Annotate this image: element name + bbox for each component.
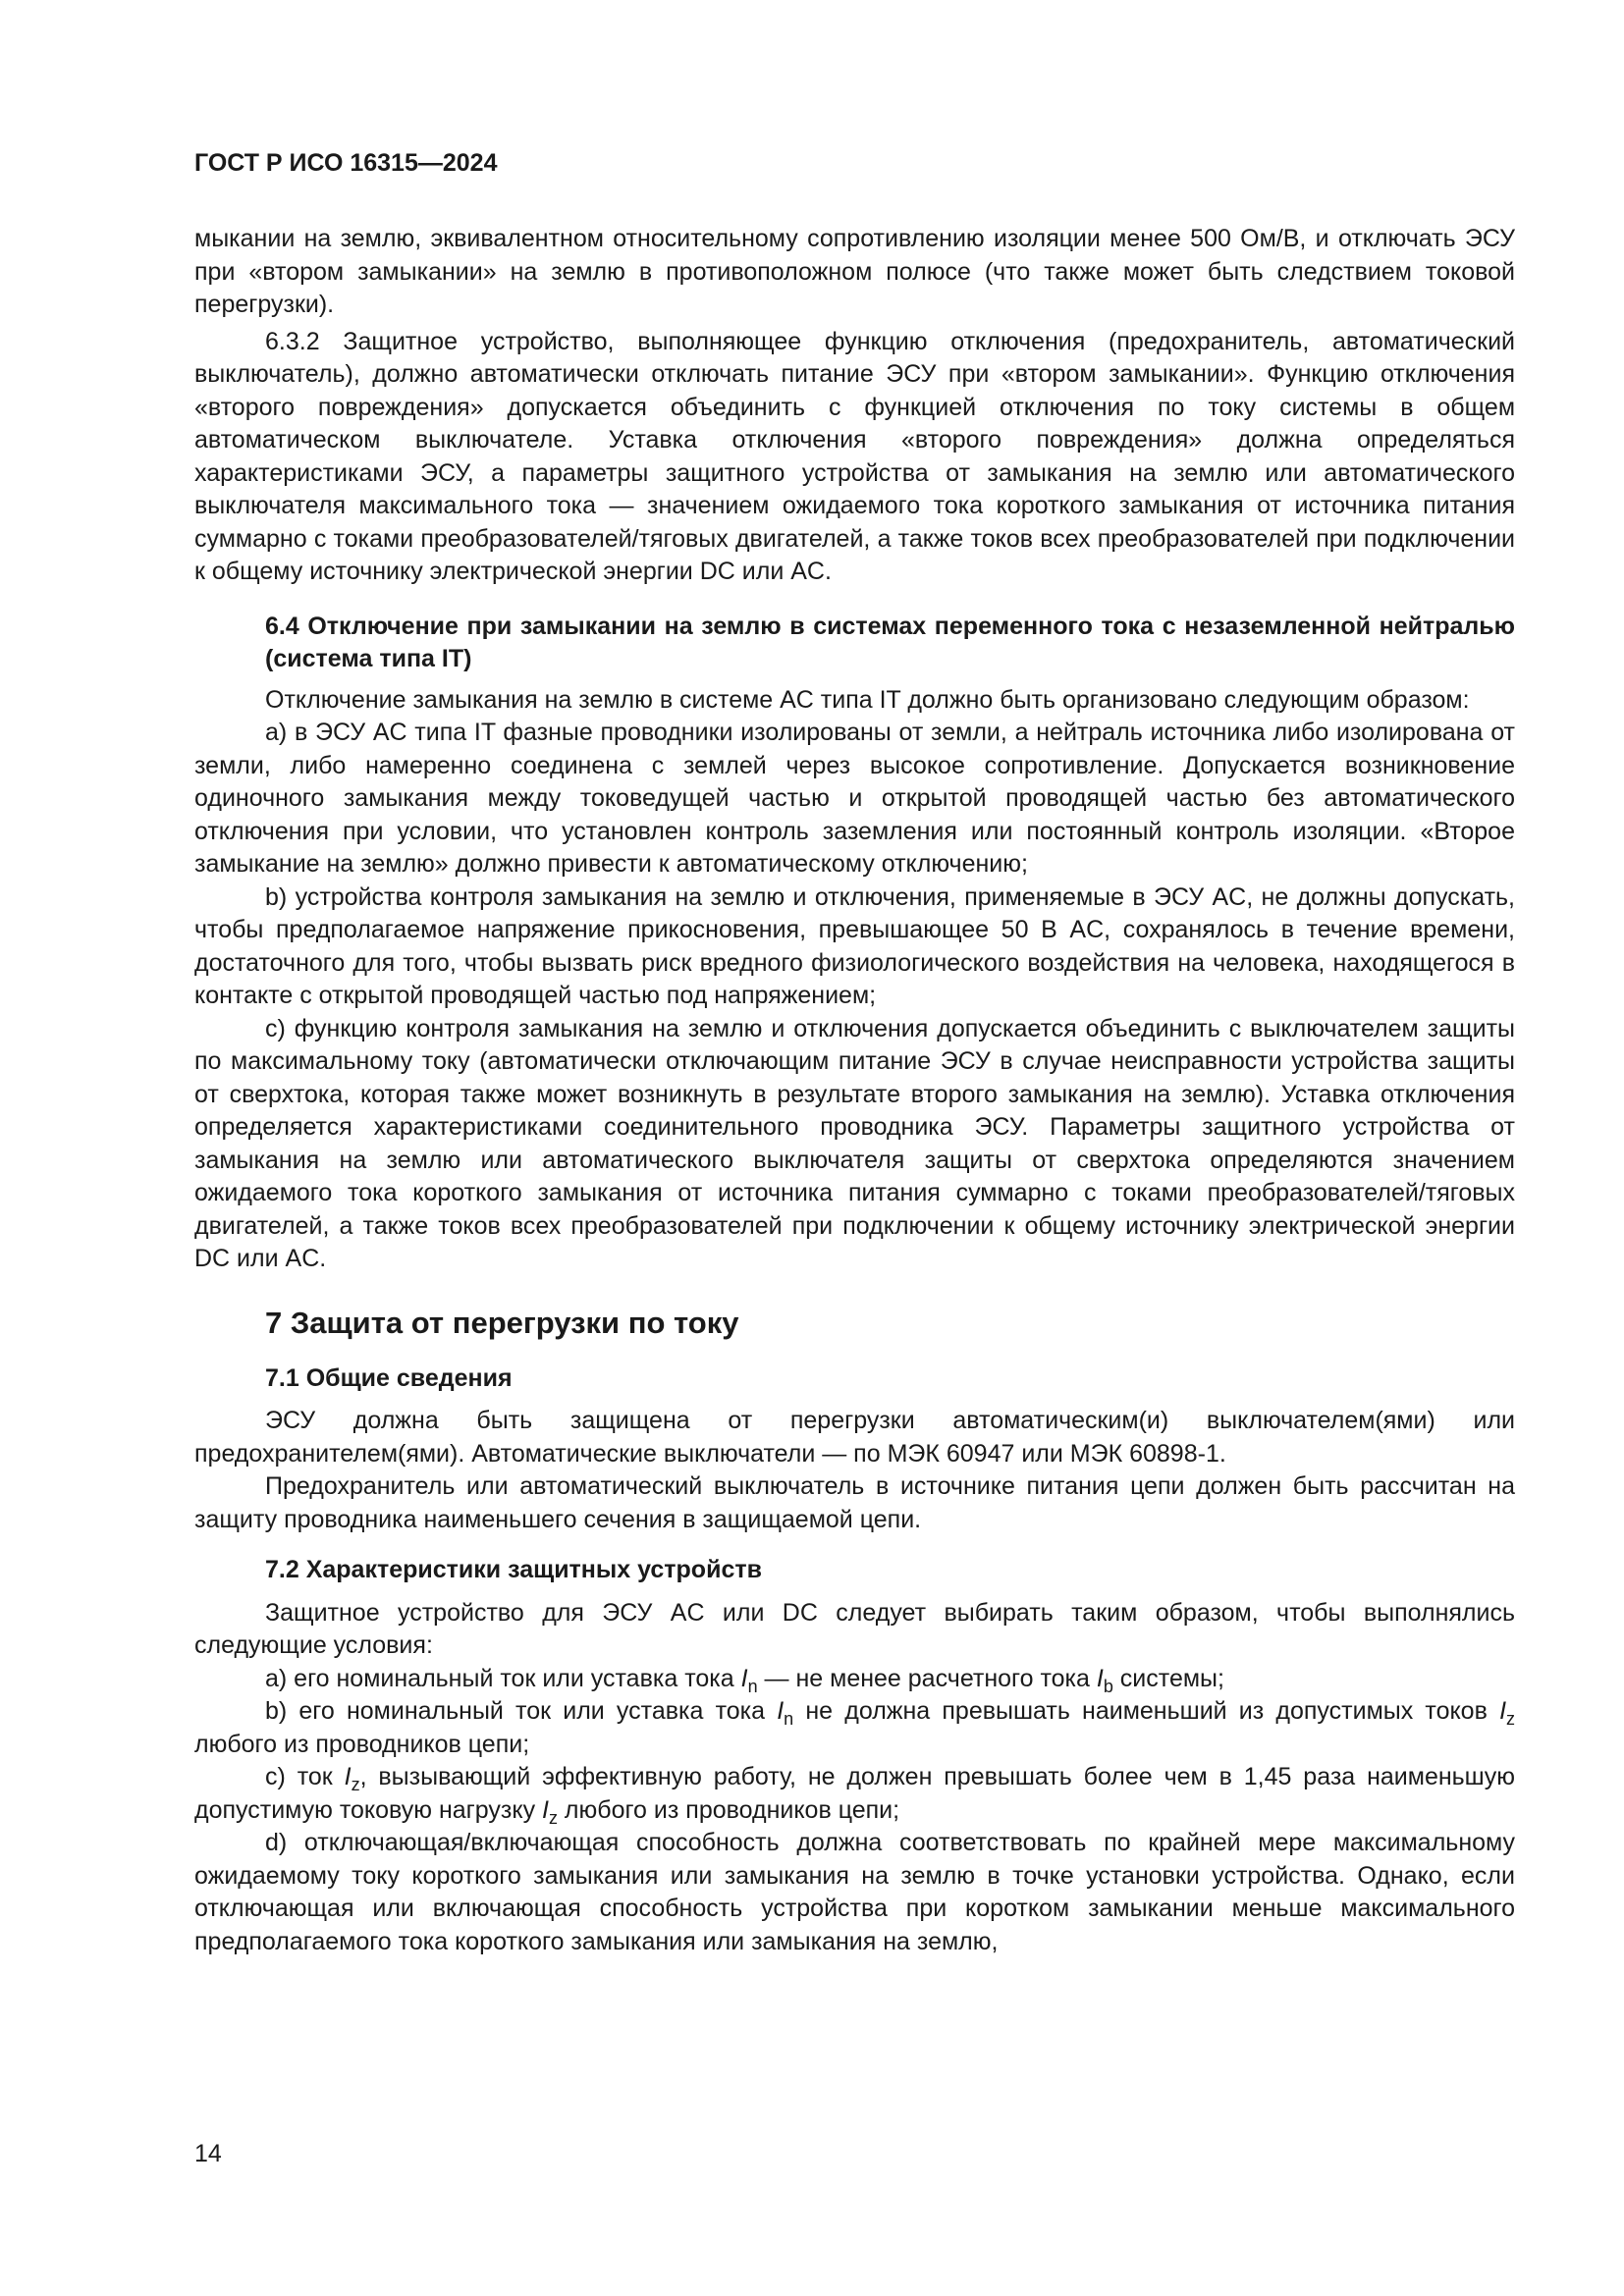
symbol-I: I <box>1096 1664 1104 1692</box>
section-heading-7: 7 Защита от перегрузки по току <box>265 1305 739 1340</box>
symbol-I: I <box>542 1795 549 1824</box>
page-content <box>194 223 1515 1958</box>
list-item-a: a) в ЭСУ AC типа IT фазные проводники изолированы от земли, а нейтраль источника либо изолирована от земли, либо намеренно соединена с землей через высокое сопротивление. Допускается возникновение одиночного замыкания между токоведущей частью и открытой проводящей частью без автоматического отключения при условии, что установлен контроль заземления или постоянный контроль изоляции. «Второе замыкание на землю» должно привести к автоматическому отключению; <box>194 719 1515 878</box>
paragraph-7-1-a: ЭСУ должна быть защищена от перегрузки автоматическим(и) выключателем(ями) или предохранителем(ями). Автоматические выключатели — по МЭК 60947 или МЭК 60898-1. <box>194 1407 1515 1468</box>
paragraph-it-intro: Отключение замыкания на землю в системе AC типа IT должно быть организовано следующим образом: <box>265 685 1470 714</box>
symbol-I: I <box>344 1763 352 1790</box>
condition-d: d) отключающая/включающая способность должна соответствовать по крайней мере максимальному ожидаемому току короткого замыкания или замыкания на землю в точке установки устройства. Однако, если отключающая или включающая способность устройства при коротком замыкании меньше максимального предполагаемого тока короткого замыкания или замыкания на землю, <box>194 1829 1515 1955</box>
subscript-z: z <box>1506 1709 1516 1729</box>
condition-b: b) его номинальный ток или уставка тока $I_n$ не должна превышать наименьший из допустимых токов $I_z$ любого из проводников цепи; <box>194 1697 1516 1758</box>
symbol-I: I <box>1499 1697 1507 1725</box>
paragraph-7-2-intro: Защитное устройство для ЭСУ AC или DC следует выбирать таким образом, чтобы выполнялись следующие условия: <box>194 1598 1515 1659</box>
paragraph-7-1-b: Предохранитель или автоматический выключатель в источнике питания цепи должен быть рассчитан на защиту проводника наименьшего сечения в защищаемой цепи. <box>194 1472 1515 1533</box>
document-header: ГОСТ Р ИСО 16315—2024 <box>194 149 498 177</box>
subscript-n: n <box>747 1676 758 1696</box>
condition-c: c) ток $I_z$, вызывающий эффективную работу, не должен превышать более чем в 1,45 раза наименьшую допустимую токовую нагрузку $I_z$ любого из проводников цепи; <box>194 1763 1515 1828</box>
paragraph-continuation: мыкании на землю, эквивалентном относительному сопротивлению изоляции менее 500 Ом/В, и отключать ЭСУ при «втором замыкании» на землю в противоположном полюсе (что также может быть следствием токовой перегрузки). <box>194 225 1515 318</box>
subscript-n: n <box>784 1709 794 1729</box>
subscript-z: z <box>351 1775 360 1794</box>
section-heading-6-4: 6.4 Отключение при замыкании на землю в системах переменного тока с незаземленной нейтралью (система типа IT) <box>265 612 1515 672</box>
subscript-b: b <box>1103 1676 1113 1696</box>
condition-a: a) его номинальный ток или уставка тока $I_n$ — не менее расчетного тока $I_b$ системы; <box>265 1664 1224 1696</box>
symbol-I: I <box>740 1664 748 1692</box>
page-number: 14 <box>194 2140 222 2167</box>
list-item-b: b) устройства контроля замыкания на землю и отключения, применяемые в ЭСУ AC, не должны допускать, чтобы предполагаемое напряжение прикосновения, превышающее 50 В AC, сохранялось в течение времени, достаточного для того, чтобы вызвать риск вредного физиологического воздействия на человека, находящегося в контакте с открытой проводящей частью под напряжением; <box>194 882 1515 1009</box>
section-heading-7-1: 7.1 Общие сведения <box>265 1363 513 1392</box>
subscript-z: z <box>548 1807 558 1828</box>
paragraph-6-3-2: 6.3.2 Защитное устройство, выполняющее функцию отключения (предохранитель, автоматический выключатель), должно автоматически отключать питание ЭСУ при «втором замыкании». Функцию отключения «второго повреждения» допускается объединить с функцией отключения по току системы в общем автоматическом выключателе. Уставка отключения «второго повреждения» должна определяться характеристиками ЭСУ, а параметры защитного устройства от замыкания на землю или автоматического выключателя максимального тока — значением ожидаемого тока короткого замыкания от источника питания суммарно с токами преобразователей/тяговых двигателей, а также токов всех преобразователей при подключении к общему источнику электрической энергии DC или AC. <box>194 327 1515 585</box>
symbol-I: I <box>777 1697 785 1725</box>
section-heading-7-2: 7.2 Характеристики защитных устройств <box>265 1556 762 1583</box>
list-item-c: c) функцию контроля замыкания на землю и отключения допускается объединить с выключателем защиты по максимальному току (автоматически отключающим питание ЭСУ в случае неисправности устройства защиты от сверхтока, которая также может возникнуть в результате второго замыкания на землю). Уставка отключения определяется характеристиками соединительного проводника ЭСУ. Параметры защитного устройства от замыкания на землю или автоматического выключателя защиты от сверхтока определяются значением ожидаемого тока короткого замыкания от источника питания суммарно с токами преобразователей/тяговых двигателей, а также токов всех преобразователей при подключении к общему источнику электрической энергии DC или AC. <box>194 1014 1515 1272</box>
